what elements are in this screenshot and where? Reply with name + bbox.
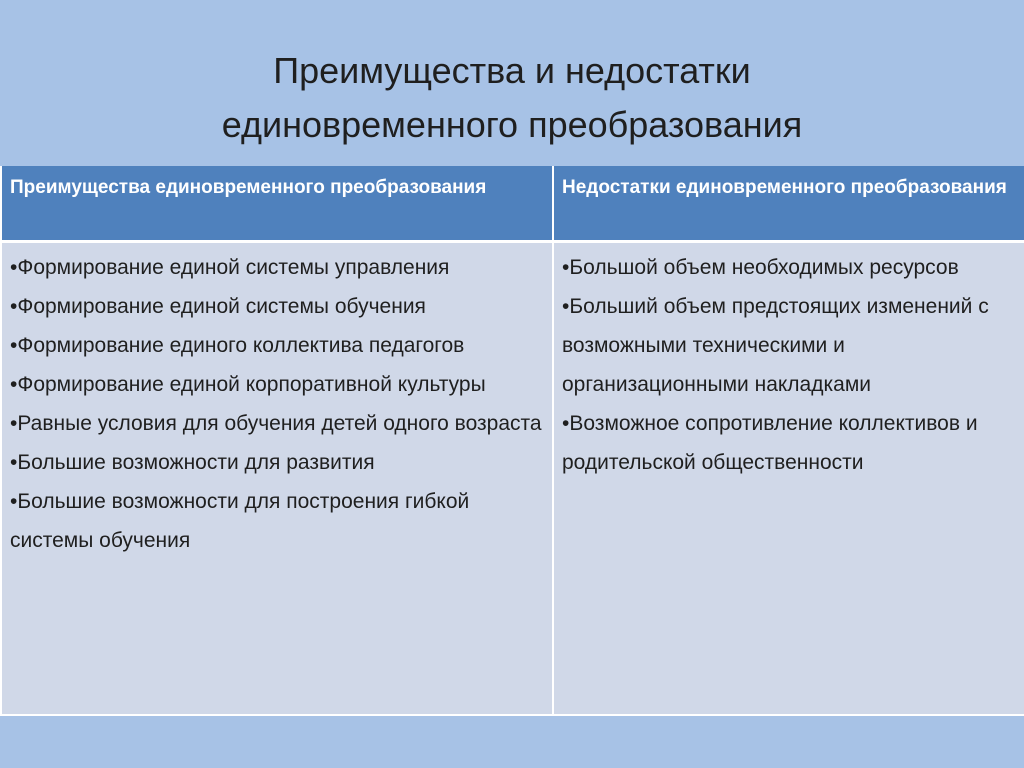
disadvantages-header: Недостатки единовременного преобразования	[553, 166, 1024, 241]
disadvantages-cell	[553, 241, 1024, 715]
list-item: • Большие возможности для развития	[10, 443, 544, 482]
list-item: • Формирование единой корпоративной культуры	[10, 365, 544, 404]
slide-title-line-2: единовременного преобразования	[221, 104, 803, 145]
list-item: • Формирование единой системы управления	[10, 248, 544, 287]
list-item: • Формирование единой системы обучения	[10, 287, 544, 326]
advantages-cell	[1, 241, 553, 715]
comparison-table	[0, 166, 1024, 716]
list-item: • Больший объем предстоящих изменений с возможными техническими и организационными накладками	[562, 287, 1016, 404]
slide-title	[0, 44, 1024, 152]
table-header-row	[1, 166, 1024, 241]
list-item: • Большие возможности для построения гибкой системы обучения	[10, 482, 544, 560]
list-item: • Равные условия для обучения детей одного возраста	[10, 404, 544, 443]
disadvantages-list	[562, 248, 1016, 482]
advantages-header: Преимущества единовременного преобразования	[1, 166, 553, 241]
list-item: • Возможное сопротивление коллективов и родительской общественности	[562, 404, 1016, 482]
slide-title-line-1: Преимущества и недостатки	[273, 50, 751, 91]
advantages-list	[10, 248, 544, 560]
table-row	[1, 241, 1024, 715]
list-item: • Большой объем необходимых ресурсов	[562, 248, 1016, 287]
list-item: • Формирование единого коллектива педагогов	[10, 326, 544, 365]
